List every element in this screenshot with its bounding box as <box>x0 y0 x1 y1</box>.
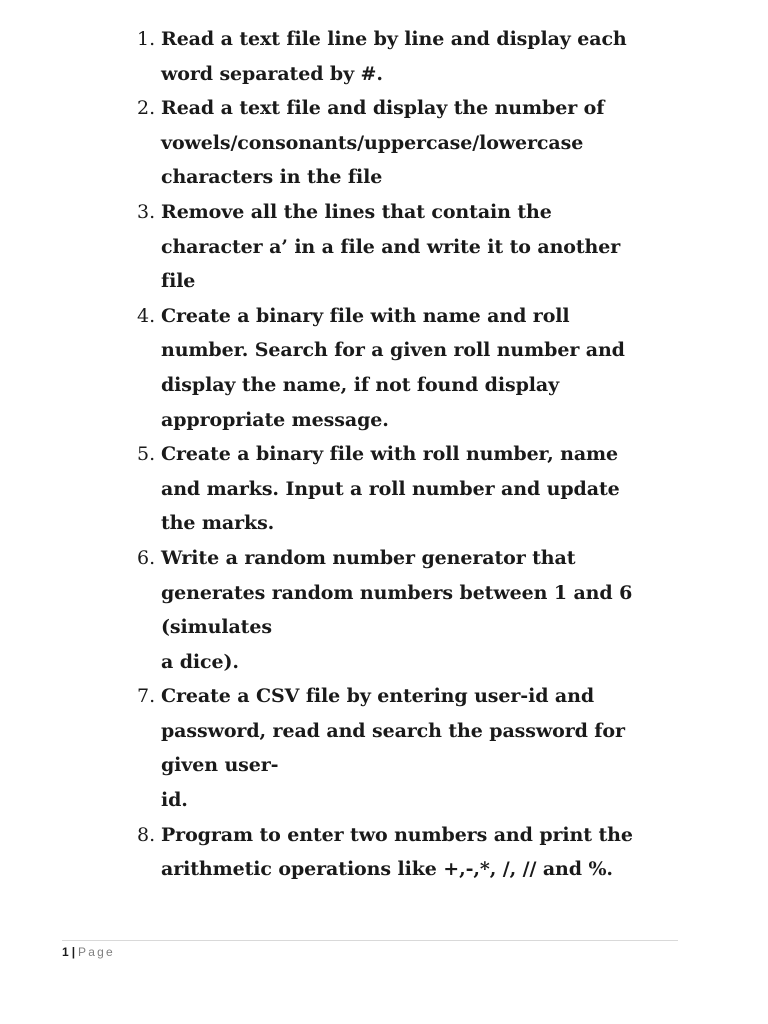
list-item-3 <box>0 195 768 299</box>
item-line: and marks. Input a roll number and update <box>161 477 620 500</box>
item-text <box>161 91 721 195</box>
footer-separator: | <box>71 945 76 959</box>
item-line: given user- <box>161 754 279 777</box>
item-line: id. <box>161 789 188 812</box>
page-footer <box>62 944 115 960</box>
item-line: Read a text file and display the number of <box>161 97 605 120</box>
item-number: 1. <box>137 28 156 50</box>
item-line: character a’ in a file and write it to another <box>161 235 621 258</box>
item-number: 7. <box>137 685 156 708</box>
item-number: 6. <box>137 546 156 569</box>
page-number: 1 <box>62 945 69 959</box>
item-line: Write a random number generator that <box>161 546 576 569</box>
list-item-7 <box>0 679 768 817</box>
list-item-4 <box>0 299 768 437</box>
item-line: the marks. <box>161 512 275 535</box>
item-text <box>161 299 721 437</box>
item-text <box>161 679 721 817</box>
item-line: characters in the file <box>161 166 383 189</box>
list-item-8 <box>0 818 768 887</box>
item-text <box>161 818 721 887</box>
item-text <box>161 195 721 299</box>
item-line: appropriate message. <box>161 408 389 431</box>
item-number: 3. <box>137 200 156 223</box>
list-item-2 <box>0 91 768 195</box>
item-line: display the name, if not found display <box>161 373 560 396</box>
item-text <box>161 437 721 541</box>
item-number: 8. <box>137 823 156 846</box>
item-number: 4. <box>137 304 156 327</box>
item-line: Create a binary file with name and roll <box>161 304 570 327</box>
item-line: Program to enter two numbers and print the <box>161 823 633 846</box>
item-text <box>161 22 721 91</box>
item-line: (simulates <box>161 616 272 639</box>
item-line: vowels/consonants/uppercase/lowercase <box>161 131 584 154</box>
list-item-6 <box>0 541 768 679</box>
list-item-1 <box>0 22 768 91</box>
item-line: generates random numbers between 1 and 6 <box>161 581 633 604</box>
item-line: Create a binary file with roll number, name <box>161 443 619 466</box>
footer-divider <box>62 940 678 941</box>
item-line: Remove all the lines that contain the <box>161 200 552 223</box>
item-line: a dice). <box>161 650 239 673</box>
list-item-5 <box>0 437 768 541</box>
item-line: number. Search for a given roll number and <box>161 339 625 362</box>
item-line: word separated by #. <box>161 62 383 85</box>
item-line: file <box>161 270 196 293</box>
page-label: Page <box>78 945 115 959</box>
item-number: 5. <box>137 443 156 466</box>
item-number: 2. <box>137 97 156 120</box>
item-line: arithmetic operations like +,-,*, /, // and %. <box>161 858 613 881</box>
item-line: Create a CSV file by entering user-id and <box>161 685 595 708</box>
item-line: password, read and search the password for <box>161 719 625 742</box>
program-list <box>0 22 768 887</box>
item-line: Read a text file line by line and display each <box>161 28 627 50</box>
item-text <box>161 541 721 679</box>
